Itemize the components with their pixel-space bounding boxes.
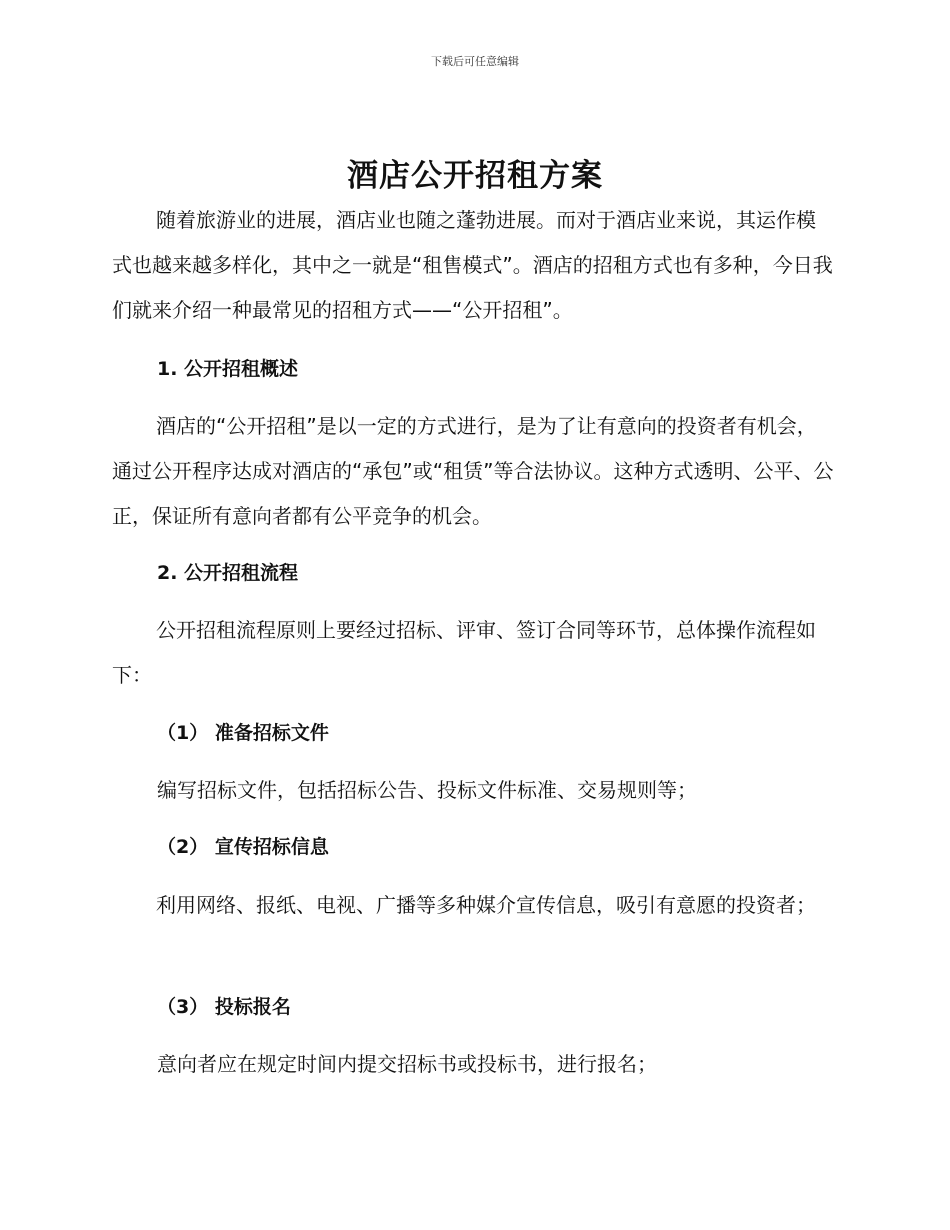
- step-body-3: 意向者应在规定时间内提交招标书或投标书，进行报名；: [157, 1052, 657, 1076]
- step-heading-2: （2） 宣传招标信息: [157, 836, 329, 858]
- section-heading-overview: 1. 公开招租概述: [157, 358, 299, 380]
- document-title: 酒店公开招租方案: [347, 158, 603, 194]
- step-heading-1: （1） 准备招标文件: [157, 722, 329, 744]
- section-heading-process: 2. 公开招租流程: [157, 562, 299, 584]
- header-note: 下载后可任意编辑: [431, 55, 519, 68]
- intro-paragraph: 随着旅游业的进展，酒店业也随之蓬勃进展。而对于酒店业来说，其运作模式也越来越多样化，其中之一就是“租售模式”。酒店的招租方式也有多种，今日我们就来介绍一种最常见的招租方式——“公开招租”。: [112, 208, 833, 322]
- process-paragraph: 公开招租流程原则上要经过招标、评审、签订合同等环节，总体操作流程如下：: [112, 618, 816, 687]
- step-body-2: 利用网络、报纸、电视、广播等多种媒介宣传信息，吸引有意愿的投资者；: [156, 893, 816, 917]
- step-heading-3: （3） 投标报名: [157, 996, 291, 1018]
- overview-paragraph: 酒店的“公开招租”是以一定的方式进行，是为了让有意向的投资者有机会，通过公开程序达成对酒店的“承包”或“租赁”等合法协议。这种方式透明、公平、公正，保证所有意向者都有公平竞争的机会。: [112, 414, 834, 528]
- step-body-1: 编写招标文件，包括招标公告、投标文件标准、交易规则等；: [157, 778, 697, 802]
